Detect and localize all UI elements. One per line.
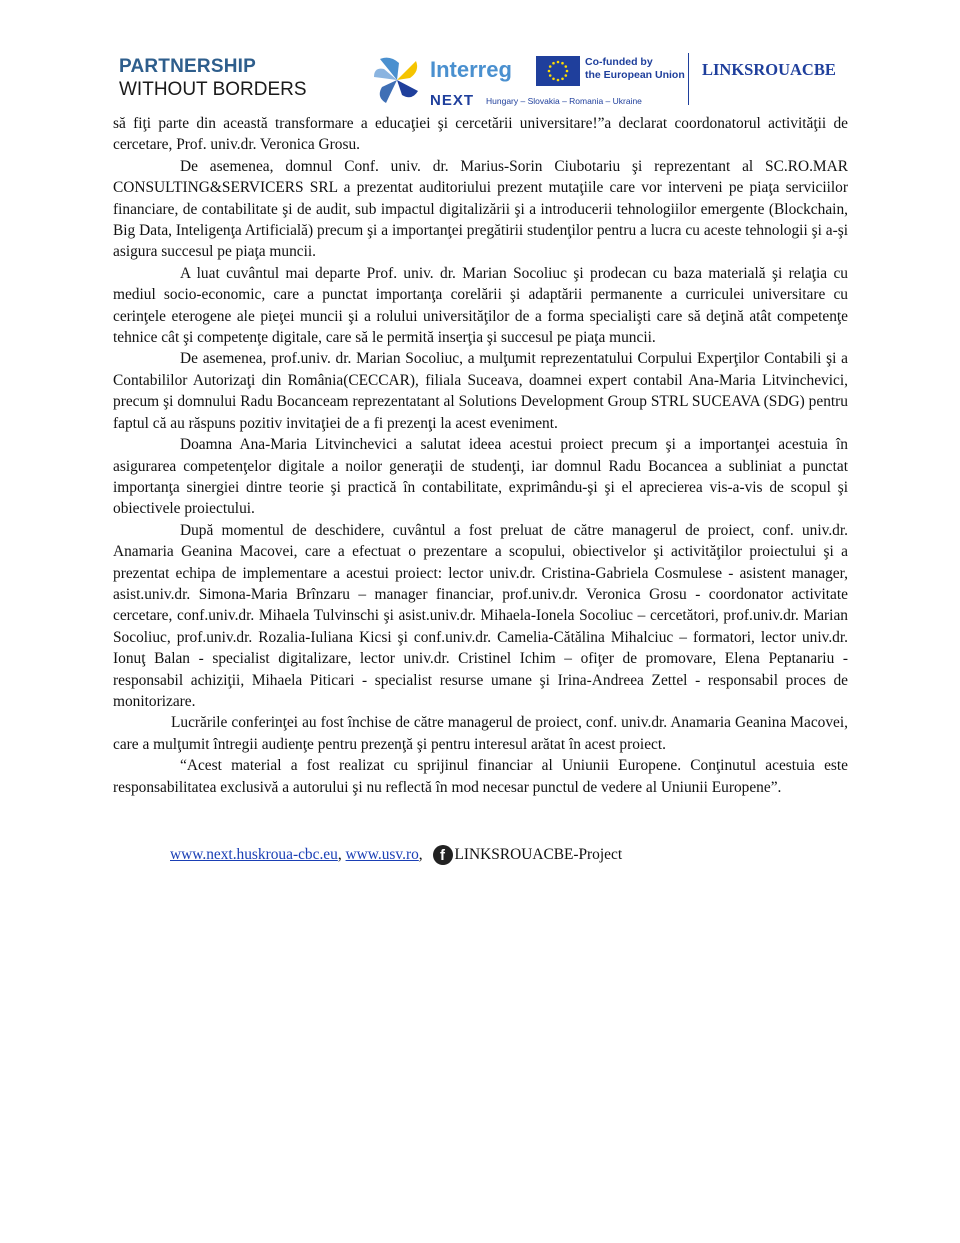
pwb-logo-line2: WITHOUT BORDERS	[119, 79, 307, 100]
usv-link[interactable]: www.usv.ro	[345, 846, 419, 863]
eu-flag-icon	[536, 56, 580, 86]
facebook-page-label[interactable]: LINKSROUACBE-Project	[454, 846, 623, 863]
next-program-link[interactable]: www.next.huskroua-cbc.eu	[170, 846, 338, 863]
paragraph: să fiţi parte din această transformare a educaţiei şi cercetării universitare!”a declarat coordonatorul activităţii de cercetare, Prof. univ.dr. Veronica Grosu.	[113, 115, 848, 154]
footer-links: www.next.huskroua-cbc.eu, www.usv.ro, f LINKSROUACBE-Project	[170, 846, 623, 864]
interreg-star-icon	[372, 53, 422, 107]
paragraph: Doamna Ana-Maria Litvinchevici a salutat ideea acestui proiect precum şi a importanţei acestuia în asigurarea competenţelor digitale a noilor generaţii de studenţi, iar domnul Radu Bocancea a subliniat a punctat importanţa sinergiei dintre teorie şi practică în contabilitate, exprimându-şi şi el aprecierea vis-a-vis de scopul şi obiectivele proiectului.	[113, 436, 848, 518]
paragraph: A luat cuvântul mai departe Prof. univ. dr. Marian Socoliuc şi prodecan cu baza materială şi relaţia cu mediul socio-economic, care a punctat importanţa corelării şi adaptării permanente a curriculei universitare cu cerinţele eterogene ale pieţei muncii şi a rolului universităţilor de a forma specialişti care să deţină atât competenţe tehnice cât şi competenţe digitale, care să le permită inserţia şi succesul pe piaţa muncii.	[113, 264, 848, 347]
facebook-icon[interactable]: f	[433, 845, 453, 865]
interreg-logo	[372, 48, 687, 110]
paragraph: După momentul de deschidere, cuvântul a fost preluat de către managerul de proiect, conf. univ.dr. Anamaria Geanina Macovei, care a efectuat o prezentare a scopului, obiectivelor şi activităţilor proiectului şi a prezentat echipa de implementare a acestui proiect: lector univ.dr. Cristina-Gabriela Cosmulese - asistent manager, asist.univ.dr. Simona-Maria Brînzaru – manager financiar, prof.univ.dr. Veronica Grosu - coordonator activitate cercetare, conf.univ.dr. Mihaela Tulvinschi şi asist.univ.dr. Mihaela-Ionela Socoliuc – cercetători, prof.univ.dr. Marian Socoliuc, prof.univ.dr. Rozalia-Iuliana Kicsi şi conf.univ.dr. Camelia-Cătălina Mihalciuc – formatori, lector univ.dr. Ionuţ Balan - specialist digitalizare, lector univ.dr. Cristinel Ichim – ofiţer de promovare, Elena Peptanariu - responsabil achiziţii, Mihaela Piticari - specialist resurse umane şi Irina-Andreea Zettel - responsabil proces de monitorizare.	[113, 521, 848, 710]
paragraph: De asemenea, prof.univ. dr. Marian Socoliuc, a mulţumit reprezentatului Corpului Experţilor Contabili şi a Contabililor Autorizaţi din România(CECCAR), filiala Suceava, doamnei expert contabil Ana-Maria Litvinchevici, precum şi domnului Radu Bocanceam reprezentatant al Solutions Development Group STRL SUCEAVA (SDG) pentru faptul că au răspuns pozitiv invitaţiei de a fi prezenţi la acest eveniment.	[113, 350, 848, 432]
article-body	[113, 113, 848, 798]
next-wordmark: NEXT	[430, 92, 475, 109]
eu-disclaimer: “Acest material a fost realizat cu sprijinul financiar al Uniunii Europene. Conţinutul acestuia este responsabilitatea exclusivă a autorului şi nu reflectă în mod necesar punctul de vedere al Uniunii Europene”.	[113, 757, 848, 796]
header-divider	[688, 53, 689, 105]
partnership-without-borders-logo	[113, 48, 311, 106]
project-acronym: LINKSROUACBE	[702, 60, 836, 79]
paragraph: De asemenea, domnul Conf. univ. dr. Marius-Sorin Ciubotariu şi reprezentant al SC.RO.MAR CONSULTING&SERVICERS SRL a prezentat auditoriului prezent mutaţiile care vor interveni pe piaţa serviciilor financiare, de contabilitate şi de audit, sub impactul digitalizării şi a introducerii tehnologiilor emergente (Blockchain, Big Data, Inteligenţa Artificială) precum şi a importanţei pregătirii studenţilor pentru a lucra cu aceste tehnologii şi a-şi asigura succesul pe piaţa muncii.	[113, 157, 848, 261]
next-countries-label: Hungary – Slovakia – Romania – Ukraine	[486, 96, 642, 106]
paragraph: Lucrările conferinţei au fost închise de către managerul de proiect, conf. univ.dr. Anamaria Geanina Macovei, care a mulţumit întregii audienţe pentru prezenţă şi pentru interesul arătat în acest proiect.	[113, 714, 848, 753]
page-header	[0, 0, 960, 115]
cofunded-eu-label: Co-funded by the European Union	[585, 56, 685, 81]
interreg-wordmark: Interreg	[430, 57, 512, 82]
pwb-logo-line1: PARTNERSHIP	[119, 56, 256, 77]
